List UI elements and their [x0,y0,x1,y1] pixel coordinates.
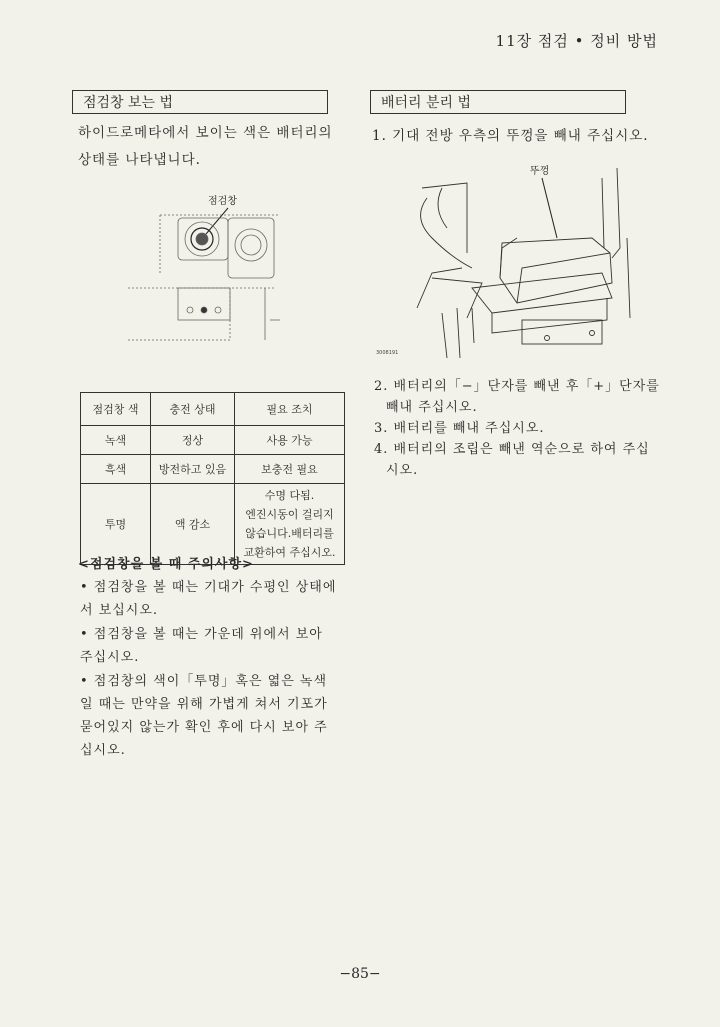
cell-state: 액 감소 [151,484,235,565]
caution-list [80,576,342,763]
figure-label-check-window: 점검창 [208,196,237,207]
action-line: 엔진시동이 걸리지 [245,508,334,521]
column-header: 충전 상태 [151,393,235,426]
intro-line: 하이드로메타에서 보이는 색은 배터리의 [78,125,333,141]
caution-item [80,623,342,669]
intro-line: 상태를 나타냅니다. [78,152,201,168]
removal-steps [374,376,664,481]
section-title-battery-removal: 배터리 분리 법 [370,90,626,114]
caution-line: 십시오. [80,743,126,758]
cell-action: 사용 가능 [235,426,345,455]
caution-line: • 점검창을 볼 때는 기대가 수평인 상태에 [80,580,337,595]
step-line: 4. 배터리의 조립은 빼낸 역순으로 하여 주십 [374,442,650,457]
check-window-status-table [80,392,345,565]
cell-color: 흑색 [81,455,151,484]
step-line: 3. 배터리를 빼내 주십시오. [374,421,545,436]
table-row [81,455,345,484]
caution-line: • 점검창의 색이「투명」혹은 엷은 녹색 [80,674,328,689]
table-header-row [81,393,345,426]
step-item [374,418,664,439]
cell-state: 방전하고 있음 [151,455,235,484]
action-line: 수명 다됨. [264,489,315,502]
step-item [374,439,664,481]
caution-line: • 점검창을 볼 때는 가운데 위에서 보아 [80,627,323,642]
cell-color: 녹색 [81,426,151,455]
table-row [81,426,345,455]
cell-color: 투명 [81,484,151,565]
action-line: 교환하여 주십시오. [243,546,336,559]
caution-line: 서 보십시오. [80,603,159,618]
column-header: 필요 조치 [235,393,345,426]
action-line: 않습니다.배터리를 [245,527,334,540]
intro-paragraph [78,120,348,174]
caution-line: 일 때는 만약을 위해 가볍게 쳐서 기포가 [80,697,328,712]
column-header: 점검창 색 [81,393,151,426]
figure-label-cover: 뚜껑 [530,166,550,177]
step-line: 빼내 주십시오. [386,400,478,415]
step-1: 1. 기대 전방 우측의 뚜껑을 빼내 주십시오. [372,128,649,144]
caution-title: <점검창을 볼 때 주의사항> [78,557,254,572]
cell-action: 보충전 필요 [235,455,345,484]
chapter-header: 11장 점검 • 정비 방법 [495,32,658,50]
figure-code: 3008191 [376,350,399,356]
caution-item [80,670,342,762]
page-number: −85− [339,966,381,982]
cell-state: 정상 [151,426,235,455]
battery-cover-illustration [372,158,642,363]
caution-line: 주십시오. [80,650,140,665]
section-title-check-window: 점검창 보는 법 [72,90,328,114]
step-line: 시오. [386,463,419,478]
caution-line: 묻어있지 않는가 확인 후에 다시 보아 주 [80,720,328,735]
caution-item [80,576,342,622]
step-line: 2. 배터리의「−」단자를 빼낸 후「+」단자를 [374,379,660,394]
battery-check-window-illustration [120,190,290,360]
step-item [374,376,664,418]
